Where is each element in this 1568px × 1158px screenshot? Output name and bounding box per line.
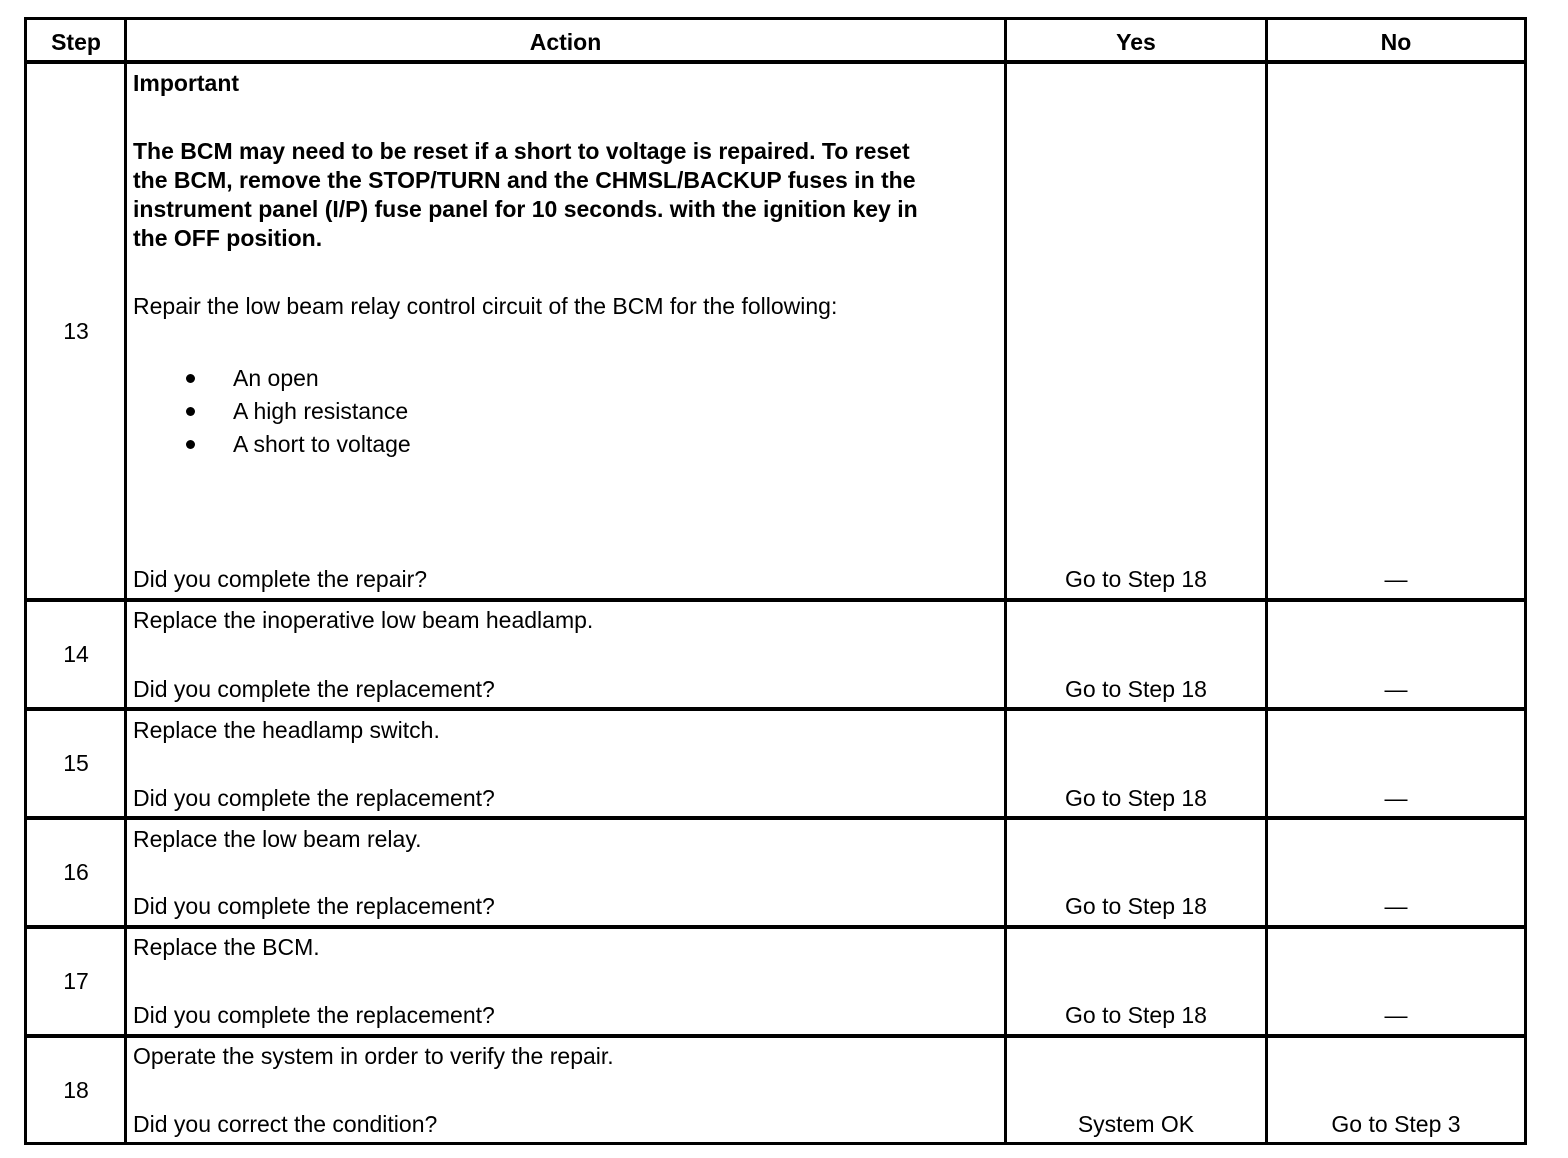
header-step: Step — [51, 29, 101, 55]
question-text: Did you complete the repair? — [133, 566, 428, 592]
action-text: Replace the low beam relay. — [133, 826, 422, 852]
yes-result: Go to Step 18 — [1065, 893, 1207, 919]
question-text: Did you complete the replacement? — [133, 676, 495, 702]
step-number: 17 — [63, 968, 89, 994]
bullet-icon — [186, 440, 195, 449]
no-result: Go to Step 3 — [1331, 1111, 1461, 1137]
row-divider — [27, 925, 1524, 929]
header-no: No — [1380, 29, 1412, 55]
no-result: — — [1384, 566, 1408, 592]
important-text-line: The BCM may need to be reset if a short to voltage is repaired. To reset — [133, 138, 910, 164]
bullet-item: An open — [233, 365, 319, 391]
yes-result: System OK — [1077, 1111, 1195, 1137]
diagnostic-table — [24, 17, 1527, 1145]
bullet-item: A short to voltage — [233, 431, 411, 457]
bullet-item: A high resistance — [233, 398, 409, 424]
step-number: 13 — [63, 318, 89, 344]
action-text: Replace the inoperative low beam headlamp. — [133, 607, 594, 633]
important-label: Important — [133, 70, 240, 96]
important-text-line: the BCM, remove the STOP/TURN and the CHMSL/BACKUP fuses in the — [133, 167, 916, 193]
no-result: — — [1384, 893, 1408, 919]
question-text: Did you complete the replacement? — [133, 1002, 495, 1028]
action-text: Replace the BCM. — [133, 934, 320, 960]
question-text: Did you correct the condition? — [133, 1111, 438, 1137]
step-number: 15 — [63, 750, 89, 776]
action-text: Operate the system in order to verify the repair. — [133, 1043, 614, 1069]
row-divider — [27, 598, 1524, 602]
bullet-icon — [186, 374, 195, 383]
action-text: Replace the headlamp switch. — [133, 717, 440, 743]
yes-result: Go to Step 18 — [1065, 566, 1207, 592]
important-text-line: instrument panel (I/P) fuse panel for 10 seconds. with the ignition key in — [133, 196, 918, 222]
no-result: — — [1384, 785, 1408, 811]
step-number: 14 — [63, 641, 89, 667]
question-text: Did you complete the replacement? — [133, 893, 495, 919]
no-result: — — [1384, 1002, 1408, 1028]
yes-result: Go to Step 18 — [1065, 1002, 1207, 1028]
row-divider — [27, 707, 1524, 711]
no-result: — — [1384, 676, 1408, 702]
header-yes: Yes — [1116, 29, 1156, 55]
yes-result: Go to Step 18 — [1065, 785, 1207, 811]
yes-result: Go to Step 18 — [1065, 676, 1207, 702]
important-text-line: the OFF position. — [133, 225, 323, 251]
header-action: Action — [529, 29, 602, 55]
action-text: Repair the low beam relay control circuit of the BCM for the following: — [133, 293, 838, 319]
row-divider — [27, 60, 1524, 64]
step-number: 18 — [63, 1077, 89, 1103]
question-text: Did you complete the replacement? — [133, 785, 495, 811]
bullet-icon — [186, 407, 195, 416]
step-number: 16 — [63, 859, 89, 885]
row-divider — [27, 816, 1524, 820]
row-divider — [27, 1034, 1524, 1038]
